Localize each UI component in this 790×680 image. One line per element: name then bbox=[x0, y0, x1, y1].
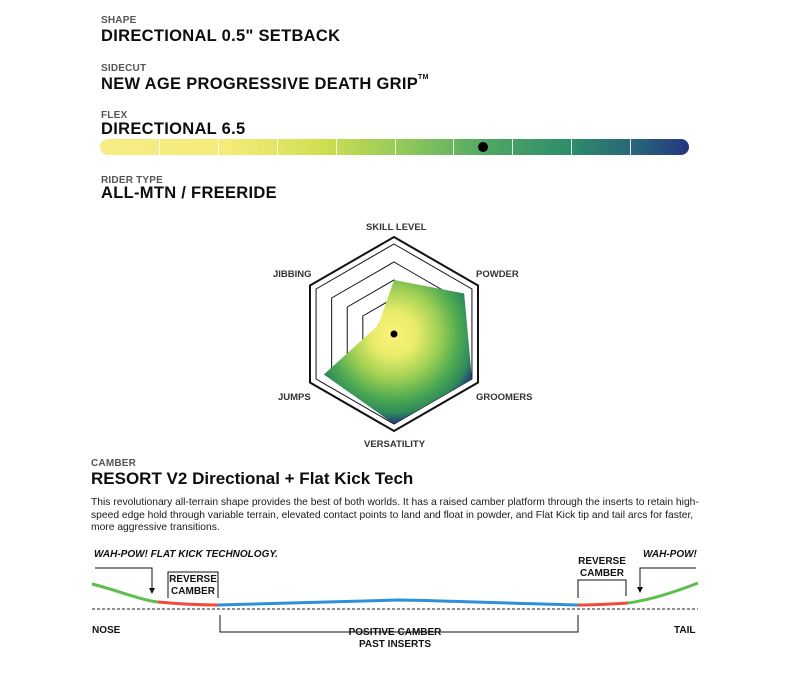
trademark-mark: TM bbox=[418, 74, 429, 81]
reverse-camber-left-caption bbox=[168, 574, 218, 597]
arrowhead-icon bbox=[637, 587, 643, 593]
reverse-camber-right-line2: CAMBER bbox=[580, 567, 624, 579]
positive-camber-curve bbox=[218, 600, 578, 605]
tail-label: TAIL bbox=[674, 625, 696, 636]
reverse-camber-right-caption bbox=[576, 556, 628, 579]
nose-label: NOSE bbox=[92, 625, 121, 636]
shape-value: DIRECTIONAL 0.5" SETBACK bbox=[101, 27, 341, 45]
rider-type-label: RIDER TYPE bbox=[101, 175, 164, 186]
arrowhead-icon bbox=[149, 588, 155, 594]
wah-pow-right-caption: WAH-POW! bbox=[643, 549, 697, 560]
reverse-camber-left-line1: REVERSE bbox=[169, 574, 217, 585]
camber-description: This revolutionary all-terrain shape provides the best of both worlds. It has a raised camber platform through the inserts to retain high-speed edge hold through variable terrain, elevated contact points to land and float in powder, and Flat Kick tip and tail arcs for faster, more aggressive transitions. bbox=[91, 497, 699, 534]
radar-label-jumps: JUMPS bbox=[278, 392, 311, 403]
rider-type-value: ALL-MTN / FREERIDE bbox=[101, 184, 277, 202]
camber-label: CAMBER bbox=[91, 458, 137, 469]
radar-label-powder: POWDER bbox=[476, 269, 519, 280]
positive-camber-caption bbox=[330, 627, 460, 650]
reverse-camber-nose-curve bbox=[158, 602, 218, 605]
positive-camber-line1: POSITIVE CAMBER bbox=[348, 627, 442, 638]
sidecut-text: NEW AGE PROGRESSIVE DEATH GRIP bbox=[101, 75, 419, 93]
reverse-camber-tail-curve bbox=[578, 603, 628, 605]
flex-value: DIRECTIONAL 6.5 bbox=[101, 120, 246, 138]
wah-pow-left-caption bbox=[94, 549, 278, 561]
reverse-camber-right-line1: REVERSE bbox=[578, 556, 626, 567]
radar-label-groomers: GROOMERS bbox=[476, 392, 533, 403]
camber-value: RESORT V2 Directional + Flat Kick Tech bbox=[91, 469, 414, 488]
reverse-camber-left-line2: CAMBER bbox=[171, 585, 215, 597]
positive-camber-line2: PAST INSERTS bbox=[358, 638, 432, 650]
radar-label-jibbing: JIBBING bbox=[273, 269, 312, 280]
flex-label: FLEX bbox=[101, 110, 128, 121]
sidecut-label: SIDECUT bbox=[101, 63, 147, 74]
wah-pow-left-text: WAH-POW! FLAT KICK TECHNOLOGY. bbox=[94, 549, 278, 560]
radar-label-skill-level: SKILL LEVEL bbox=[366, 222, 427, 233]
flat-kick-nose-curve bbox=[92, 584, 158, 602]
shape-label: SHAPE bbox=[101, 15, 137, 26]
radar-label-versatility: VERSATILITY bbox=[364, 439, 426, 450]
flat-kick-tail-curve bbox=[628, 583, 698, 603]
radar-center-dot bbox=[391, 331, 398, 338]
reverse-camber-right-bracket bbox=[578, 580, 626, 598]
